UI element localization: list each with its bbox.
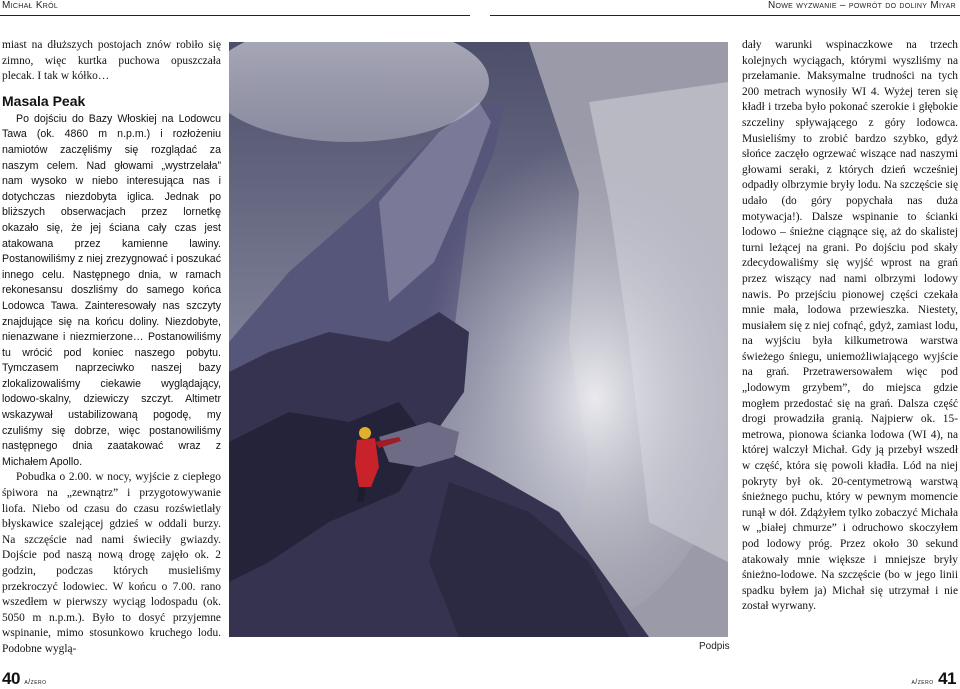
paragraph: dały warunki wspinaczkowe na trzech kolejnych wyciągach, którymi wyszliśmy na przełamanie. Maksymalne trudności na tych 200 metrach wynosiły WI 4. Wyżej teren się kładł i trzeba było pokonać szerokie i głębokie szczeliny spływającego z góry lodowca. Musieliśmy to zrobić bardzo szybko, gdyż słońce zaczęło ogrzewać wiszące nad naszymi głowami seraki, z których dzień wcześniej odpadły olbrzymie bryły lodu. Na szczęście się udało (do góry popychała nas duża motywacja!). Dalsze wspinanie to ścianki lodowo – śnieżne ciągnące się, aż do skalistej turni leżącej na grani. Po dojściu pod skały zdecydowaliśmy się wyjść wprost na grań przez wiszący nad nami olbrzymi lodowy nawis. Po przejściu pionowej części czekała mnie mała, lodowa przewieszka. Niestety, musiałem się z niej cofnąć, gdyż, zamiast lodu, na wyjściu była kilkumetrowa warstwa świeżego śniegu, uniemożliwiającego wyjście na grań. Przetrawersowałem więc pod „lodowym grzybem”, do miejsca gdzie mogłem przedostać się na grań. Dalsza część drogi prowadziła granią. Najpierw ok. 15-metrowa, pionowa ścianka lodowa (WI 4), na której walczył Michał. Gdy ją przebył wszedł w część, która się powoli kładła. Lód na niej pokryty był ok. 20-centymetrową warstwą śnieżnego puchu, który w pewnym momencie runął w dół. Zdążyłem tylko zobaczyć Michała w „białej chmurze” i odruchowo skoczyłem pod lodowy próg. Przez około 30 sekund atakowały mnie większe i mniejsze bryły śnieżno-lodowe. Na szczęście (bo w jego linii spadku byłem ja) Michał się utrzymał i nie został wyrwany. — [742, 39, 958, 613]
footer-right — [911, 669, 956, 689]
footer-left — [2, 669, 47, 689]
header-rule-left — [0, 15, 470, 16]
magazine-name-left: a/zero — [24, 679, 47, 686]
page-number-left: 40 — [2, 669, 20, 688]
running-header-author: Michał Król — [2, 0, 59, 11]
page-number-right: 41 — [938, 669, 956, 688]
right-text-column — [742, 38, 958, 615]
photo-caption: Podpis — [699, 641, 730, 652]
subheading: Masala Peak — [2, 92, 86, 109]
paragraph: Pobudka o 2.00. w nocy, wyjście z ciepłego śpiwora na „zewnątrz” i przygotowywanie liofa. Niebo od czasu do czasu rozświetlały błyskawice szalejącej gdzieś w oddali burzy. Na szczęście nad nami świeciły gwiazdy. Dojście pod naszą nową drogę zajęło ok. 2 godzin, podczas których musieliśmy przekroczyć lodowiec. W końcu o 7.00. rano wszedłem w pierwszy wyciąg lodospadu (ok. 5050 m n.p.m.). Było to dosyć przyjemne wspinanie, mimo stosunkowo kruchego lodu. Podobne wyglą- — [2, 471, 221, 655]
left-text-column — [2, 38, 221, 658]
header-rule-right — [490, 15, 960, 16]
mountain-photo — [229, 42, 728, 637]
running-header-title: Nowe wyzwanie – powrót do doliny Miyar — [767, 0, 956, 11]
mountain-photo-illustration — [229, 42, 728, 637]
paragraph: Po dojściu do Bazy Włoskiej na Lodowcu Tawa (ok. 4860 m n.p.m.) i rozłożeniu namiotów zaczęliśmy się rozglądać za naszym celem. Nad głowami „wystrzelała” nam wysoko w niebo interesująca nas i dotychczas niezdobyta iglica. Jednak po bliższych obserwacjach przez lornetkę okazało się, że jej ściana cały czas jest atakowana przez kamienne lawiny. Postanowiliśmy z niej zrezygnować i poszukać innego celu. Następnego dnia, w ramach rekonesansu doszliśmy do samego końca Lodowca Tawa. Zainteresowały nas szczyty znajdujące się na końcu doliny. Niezdobyte, nienazwane i niezmierzone… Postanowiliśmy tu wrócić pod koniec naszego pobytu. Tymczasem naprzeciwko naszej bazy zlokalizowaliśmy ciekawie wyglądający, lodowo-skalny, dziewiczy szczyt. Altimetr wskazywał ustabilizowaną pogodę, my czuliśmy się dobrze, więc postanowiliśmy następnego dnia zaatakować wraz z Michałem Apollo. — [2, 112, 221, 468]
paragraph: miast na dłuższych postojach znów robiło się zimno, więc kurtka puchowa opuszczała plecak. I tak w kółko… — [2, 39, 221, 83]
magazine-name-right: a/zero — [911, 679, 934, 686]
